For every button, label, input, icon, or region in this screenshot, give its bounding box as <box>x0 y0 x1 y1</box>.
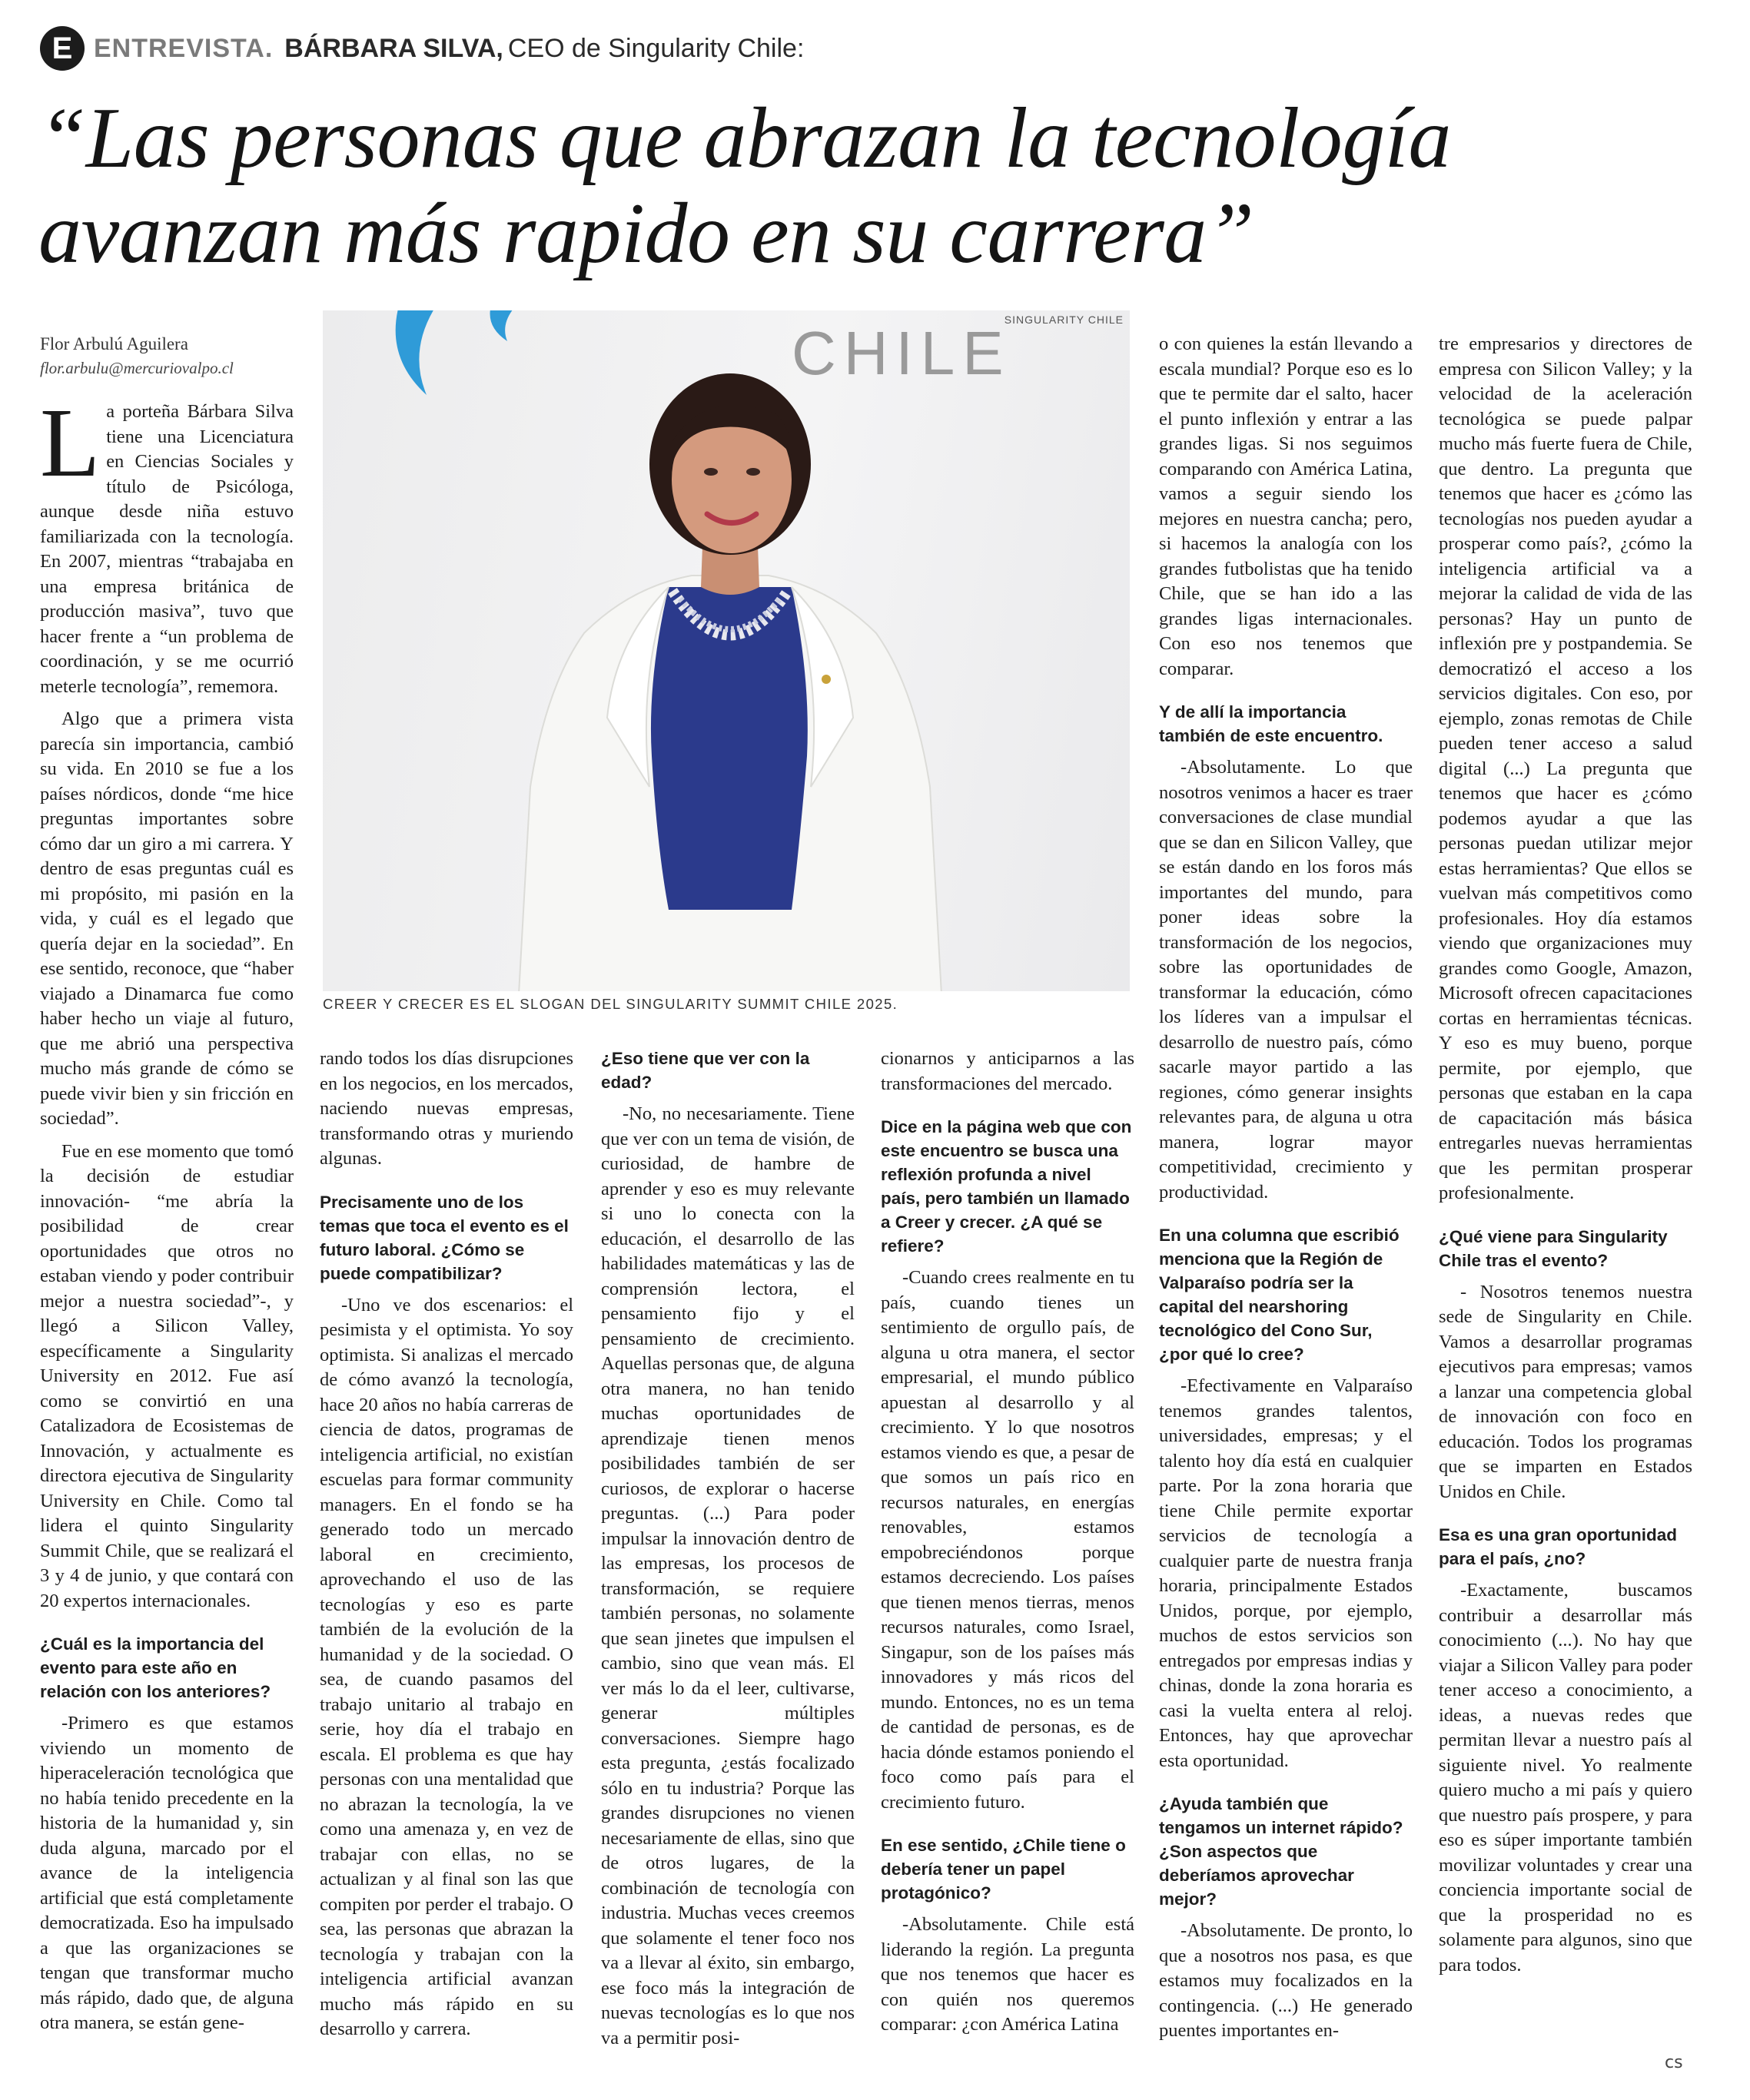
headline: “Las personas que abrazan la tecnología avanzan más rapido en su carrera” <box>38 91 1451 281</box>
interviewee-role: CEO de Singularity Chile: <box>507 33 805 63</box>
byline-email: flor.arbulu@mercuriovalpo.cl <box>40 359 234 377</box>
paragraph: cionarnos y anticiparnos a las transformaciones del mercado. <box>881 1048 1134 1094</box>
section-dot: . <box>264 33 273 63</box>
section-badge: E <box>40 26 85 71</box>
paragraph: tre empresarios y directores de empresa con Silicon Valley; y la velocidad de la aceleración tecnológica se puede palpar mucho más fuerte fuera de Chile, que dentro. La pregunta que tenemos que hacer es ¿cómo las tecnologías nos pueden ayudar a prosperar como país?, ¿cómo la inteligencia artificial va a mejorar la calidad de vida de las personas? Hay un punto de inflexión pre y postpandemia. Se democratizó el acceso a los servicios digitales. Con eso, por ejemplo, zonas remotas de Chile pueden tener acceso a salud digital (...) La pregunta que tenemos que hacer es ¿cómo podemos ayudar a que las personas puedan utilizar mejor estas herramientas? Que ellos se vuelvan más competitivos como profesionales. Hoy día estamos viendo que organizaciones muy grandes como Google, Amazon, Microsoft ofrecen capacitaciones cortas en herramientas técnicas. Y eso es muy bueno, porque permite, por ejemplo, que personas que estaban en la capa de capacitación más básica entregarles nuevas herramientas que les permitan prosperar profesionalmente. <box>1439 333 1692 1203</box>
section-label: ENTREVISTA <box>94 33 265 63</box>
paragraph: rando todos los días disrupciones en los negocios, en los mercados, naciendo nuevas empresas, transformando otras y muriendo algunas. <box>320 1048 573 1169</box>
question: En ese sentido, ¿Chile tiene o debería tener un papel protagónico? <box>881 1836 1126 1903</box>
article-photo <box>323 310 1130 991</box>
lead-text: a porteña Bárbara Silva tiene una Licenciatura en Ciencias Sociales y título de Psicóloga, aunque desde niña estuvo familiarizada con la tecnología. En 2007, mientras “trabajaba en una empresa británica de producción masiva”, tuvo que hacer frente a “un problema de coordinación, y se me ocurrió meterle tecnología”, rememora. <box>40 401 294 697</box>
kicker <box>40 23 804 74</box>
paragraph: Fue en ese momento que tomó la decisión de estudiar innovación- “me abría la posibilidad de crear oportunidades que otros no estaban viendo y poder contribuir mejor a nuestra sociedad”-, y llegó a Silicon Valley, específicamente a Singularity University en 2012. Fue así como se convirtió en una Catalizadora de Ecosistemas de Innovación, y actualmente es directora ejecutiva de Singularity University en Chile. Como tal lidera el quinto Singularity Summit Chile, que se realizará el 3 y 4 de junio, y que contará con 20 expertos internacionales. <box>40 1140 294 1611</box>
column-6 <box>1439 332 1692 1986</box>
answer: - Nosotros tenemos nuestra sede de Singularity en Chile. Vamos a desarrollar programas ejecutivos para empresas; vamos a lanzar una competencia global de innovación con foco en educación. Todos los programas que se imparten en Estados Unidos en Chile. <box>1439 1281 1692 1502</box>
end-of-article-icon: cs <box>1665 2053 1683 2072</box>
question: ¿Qué viene para Singularity Chile tras el evento? <box>1439 1226 1668 1270</box>
answer: -Absolutamente. Lo que nosotros venimos a hacer es traer conversaciones de clase mundial que se dan en Silicon Valley, que se están dando en los foros más importantes del mundo, para poner ideas sobre la transformación de los negocios, sobre las oportunidades de transformar la educación, cómo los líderes van a impulsar el desarrollo de nuestro país, cómo sacarle mayor partido a las regiones, cómo generar insights relevantes para, de alguna u otra manera, lograr mayor competitividad, crecimiento y productividad. <box>1159 757 1413 1203</box>
paragraph: o con quienes la están llevando a escala mundial? Porque eso es lo que te permite dar el salto, hacer el punto inflexión y entrar a las grandes ligas. Si nos seguimos comparando con América Latina, vamos a seguir siendo los mejores en nuestra cancha; pero, si hacemos la analogía con los grandes futbolistas que ha tenido Chile, que se han ido a las grandes ligas internacionales. Con eso nos tenemos que comparar. <box>1159 333 1413 679</box>
question: Esa es una gran oportunidad para el país, ¿no? <box>1439 1525 1678 1568</box>
lead-paragraph <box>40 388 294 699</box>
byline <box>40 332 294 380</box>
photo-caption: CREER Y CRECER ES EL SLOGAN DEL SINGULARITY SUMMIT CHILE 2025. <box>323 996 898 1012</box>
photo-wall-text: CHILE <box>792 319 1011 387</box>
column-3 <box>601 1047 855 2059</box>
question: ¿Cuál es la importancia del evento para este año en relación con los anteriores? <box>40 1634 271 1701</box>
question: Precisamente uno de los temas que toca el evento es el futuro laboral. ¿Cómo se puede compatibilizar? <box>320 1192 569 1283</box>
answer: -Efectivamente en Valparaíso tenemos grandes talentos, universidades, empresas; y el talento hoy día está en cualquier parte. Por la zona horaria que tiene Chile permite exportar servicios de tecnología a cualquier parte de nuestra franja horaria, principalmente Estados Unidos, porque, por ejemplo, muchos de estos servicios son entregados por empresas indias y chinas, donde la zona horaria es casi la vuelta entera al reloj. Entonces, hay que aprovechar esta oportunidad. <box>1159 1375 1413 1771</box>
answer: -Primero es que estamos viviendo un momento de hiperaceleración tecnológica que no había tenido precedente en la historia de la humanidad y, sin duda alguna, marcado por el avance de la inteligencia artificial que está completamente democratizada. Eso ha impulsado a que las organizaciones se tengan que transformar mucho más rápido, dado que, de alguna otra manera, se están gene- <box>40 1713 294 2033</box>
drop-cap: L <box>40 388 101 497</box>
question: ¿Ayuda también que tengamos un internet rápido? ¿Son aspectos que deberíamos aprovechar mejor? <box>1159 1794 1403 1909</box>
photo-credit: SINGULARITY CHILE <box>1004 314 1124 326</box>
answer: -Cuando crees realmente en tu país, cuando tienes un sentimiento de orgullo país, de alguna u otra manera, el sector empresarial, el mundo público apuestan al desarrollo y al crecimiento. Y lo que nosotros estamos viendo es que, a pesar de que somos un país rico en recursos naturales, en energías renovables, estamos empobreciéndonos porque estamos decreciendo. Los países que tienen menos tierras, menos recursos naturales, como Israel, Singapur, son de los países más innovadores y más ricos del mundo. Entonces, no es un tema de cantidad de personas, es de hacia dónde estamos poniendo el foco como país para el crecimiento futuro. <box>881 1267 1134 1813</box>
question: ¿Eso tiene que ver con la edad? <box>601 1049 810 1092</box>
byline-author: Flor Arbulú Aguilera <box>40 334 188 353</box>
answer: -Absolutamente. De pronto, lo que a nosotros nos pasa, es que estamos muy focalizados en la contingencia. (...) He generado puentes importantes en- <box>1159 1920 1413 2041</box>
answer: -No, no necesariamente. Tiene que ver con un tema de visión, de curiosidad, de hambre de aprender y eso es muy relevante si uno lo conecta con la educación, el desarrollo de las habilidades matemáticas y las de comprensión lectora, el pensamiento fijo y el pensamiento de crecimiento. Aquellas personas que, de alguna otra manera, no han tenido muchas oportunidades de aprendizaje tienen menos posibilidades también de ser curiosos, de explorar o hacerse preguntas. (...) Para poder impulsar la innovación dentro de las empresas, los procesos de transformación, se requiere también personas, no solamente que sean jinetes que impulsen el cambio, sino que vean más. El ver más lo da el leer, cultivarse, generar múltiples conversaciones. Siempre hago esta pregunta, ¿estás focalizado sólo en tu industria? Porque las grandes disrupciones no vienen necesariamente de ellas, sino que de otros lugares, de la combinación de tecnología con industria. Muchas veces creemos que solamente el tener foco nos va a llevar al éxito, sin embargo, ese foco más la integración de nuevas tecnologías es lo que nos va a permitir posi- <box>601 1103 855 2049</box>
interviewee-name: BÁRBARA SILVA, <box>284 33 503 63</box>
question: Dice en la página web que con este encuentro se busca una reflexión profunda a nivel país, pero también un llamado a Creer y crecer. ¿A qué se refiere? <box>881 1117 1132 1256</box>
column-4 <box>881 1047 1134 2045</box>
paragraph: Algo que a primera vista parecía sin importancia, cambió su vida. En 2010 se fue a los países nórdicos, donde “me hice preguntas importantes sobre cómo dar un giro a mi carrera. Y dentro de esas preguntas cuál es mi propósito, mi pasión en la vida, y cuál es el legado que quería dejar en la sociedad”. En ese sentido, reconoce, que “haber viajado a Dinamarca fue como haber hecho un viaje al futuro, que me abrió una perspectiva mucho más grande de cómo se puede vivir bien y sin fricción en sociedad”. <box>40 708 294 1129</box>
column-2 <box>320 1047 573 2050</box>
portrait-figure <box>515 357 945 991</box>
column-5 <box>1159 332 1413 2052</box>
answer: -Absolutamente. Chile está liderando la región. La pregunta que nos tenemos que hacer es con quién nos queremos comparar: ¿con América Latina <box>881 1914 1134 2035</box>
answer: -Exactamente, buscamos contribuir a desarrollar más conocimiento (...). No hay que viajar a Silicon Valley para poder tener acceso a conocimiento, a ideas, a nuevas redes que permitan llevar a nuestro país al siguiente nivel. Yo realmente quiero mucho a mi país y quiero que nuestro país prospere, y para eso es súper importante también movilizar voluntades y crear una conciencia importante social de que la prosperidad no es solamente para algunos, sino que para todos. <box>1439 1580 1692 1976</box>
answer: -Uno ve dos escenarios: el pesimista y el optimista. Yo soy optimista. Si analizas el mercado de cómo avanzó la tecnología, hace 20 años no había carreras de ciencia de datos, programas de inteligencia artificial, no existían escuelas para formar community managers. En el fondo se ha generado todo un mercado laboral en crecimiento, aprovechando el uso de las tecnologías y eso es parte también de la evolución de la humanidad y de la sociedad. O sea, de cuando pasamos del trabajo unitario al trabajo en serie, hoy día el trabajo en escala. El problema es que hay personas con una mentalidad que no abrazan la tecnología, la ve como una amenaza y, en vez de trabajar con ellas, no se actualizan y al final son las que compiten por perder el trabajo. O sea, las personas que abrazan la tecnología y trabajan con la inteligencia artificial avanzan mucho más rápido en su desarrollo y carrera. <box>320 1294 573 2039</box>
question: Y de allí la importancia también de este encuentro. <box>1159 702 1383 745</box>
question: En una columna que escribió menciona que la Región de Valparaíso podría ser la capital del nearshoring tecnológico del Cono Sur, ¿por qué lo cree? <box>1159 1226 1400 1364</box>
column-1 <box>40 388 294 2044</box>
